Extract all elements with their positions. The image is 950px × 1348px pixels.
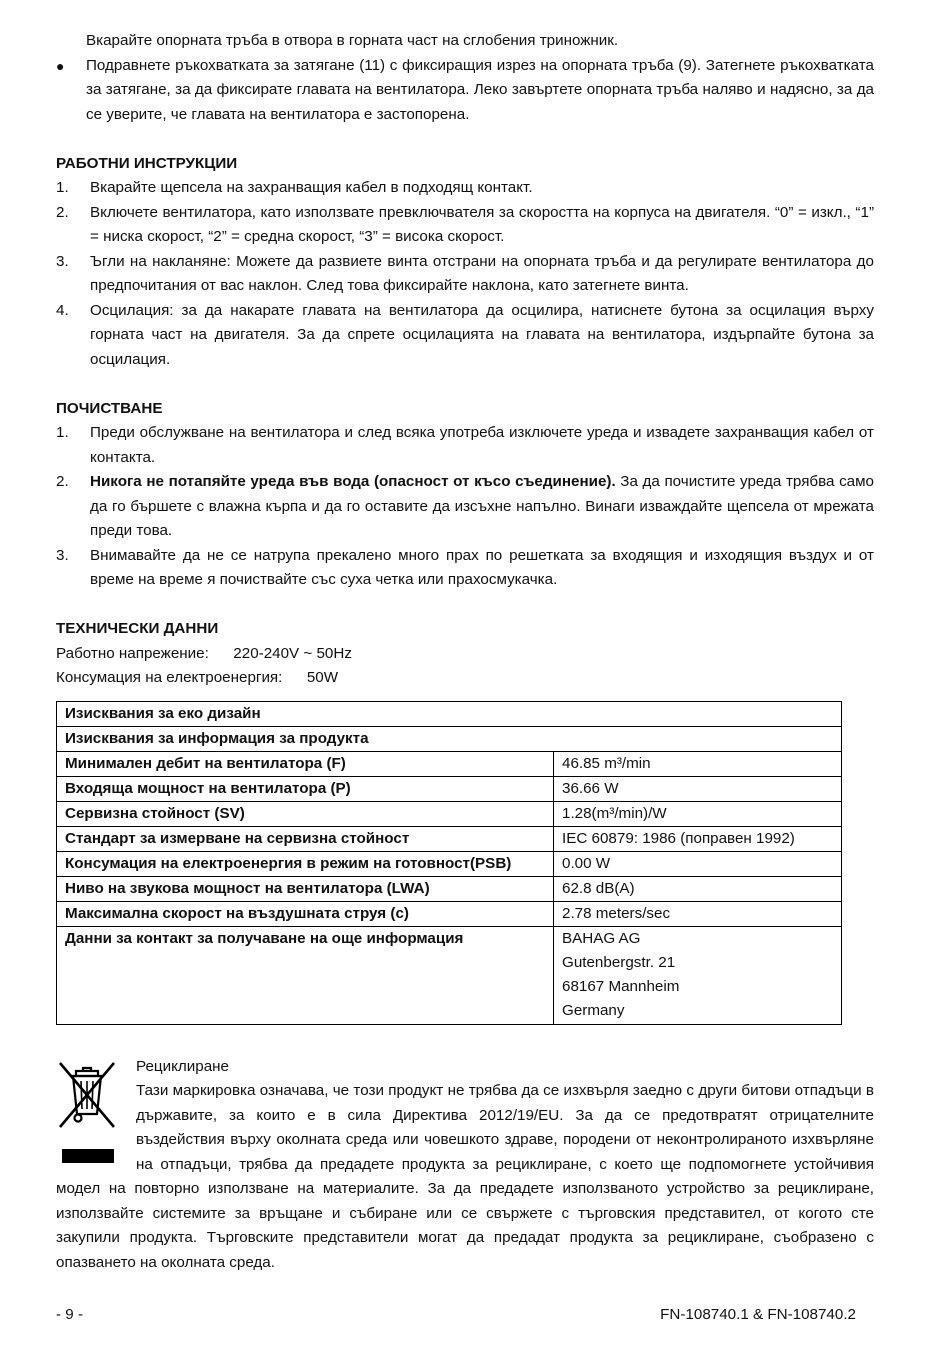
item-number: 3. — [56, 252, 69, 270]
power-label: Консумация на електроенергия: — [56, 669, 283, 686]
table-row — [57, 701, 842, 726]
recycling-text-block — [56, 1055, 874, 1276]
cleaning-item-3 — [56, 544, 874, 593]
item-text: Вкарайте щепсела на захранващия кабел в подходящ контакт. — [90, 179, 533, 196]
item-number: 2. — [56, 203, 69, 221]
table-value: 2.78 meters/sec — [554, 901, 842, 926]
table-key: Минимален дебит на вентилатора (F) — [57, 751, 554, 776]
table-subtitle: Изисквания за информация за продукта — [57, 726, 842, 751]
recycling-body — [56, 1079, 874, 1275]
contact-line: BAHAG AG — [562, 929, 641, 947]
voltage-value: 220-240V ~ 50Hz — [233, 644, 352, 662]
table-row — [57, 901, 842, 926]
item-text: Внимавайте да не се натрупа прекалено много прах по решетката за входящия и изходящия въздух и от време на време я почиствайте със суха четка или прахосмукачка. — [90, 546, 874, 588]
table-row — [57, 776, 842, 801]
table-key: Сервизна стойност (SV) — [57, 801, 554, 826]
table-value: IEC 60879: 1986 (поправен 1992) — [554, 826, 842, 851]
table-key: Консумация на електроенергия в режим на готовност(PSB) — [57, 851, 554, 876]
table-value: 36.66 W — [554, 776, 842, 801]
page-number: - 9 - — [56, 1306, 84, 1323]
recycling-section — [56, 1055, 874, 1276]
item-text: Включете вентилатора, като използвате превключвателя за скоростта на корпуса на двигателя. “0” = изкл., “1” = ниска скорост, “2” = средна скорост, “3” = висока скорост. — [90, 203, 874, 245]
intro-line: Вкарайте опорната тръба в отвора в горната част на сглобения триножник. — [86, 32, 619, 49]
intro-bullet-item — [56, 54, 874, 128]
table-key: Стандарт за измерване на сервизна стойност — [57, 826, 554, 851]
contact-value — [554, 926, 842, 1024]
document-page — [56, 29, 874, 1275]
operating-item-4 — [56, 299, 874, 373]
item-number: 3. — [56, 546, 69, 564]
recycling-heading: Рециклиране — [136, 1057, 229, 1075]
item-number: 1. — [56, 179, 69, 196]
table-row-contact — [57, 926, 842, 1024]
power-value: 50W — [306, 669, 339, 686]
item-text: За да почистите уреда трябва само да го бършете с влажна кърпа и да го оставите да изсъхне напълно. Винаги изваждайте щепсела от мрежата преди това. — [90, 473, 874, 539]
table-key: Данни за контакт за получаване на още информация — [57, 926, 554, 1024]
eco-design-table — [56, 701, 842, 1025]
table-row — [57, 801, 842, 826]
item-number: 2. — [56, 473, 69, 490]
contact-line: Germany — [562, 1001, 625, 1019]
table-value: 62.8 dB(A) — [554, 876, 842, 901]
table-row — [57, 726, 842, 751]
contact-line: Gutenbergstr. 21 — [562, 953, 676, 971]
table-row — [57, 826, 842, 851]
tech-power — [56, 666, 874, 691]
cleaning-item-1 — [56, 421, 874, 470]
cleaning-heading: ПОЧИСТВАНЕ — [56, 399, 163, 417]
tech-voltage — [56, 642, 874, 667]
table-value: 46.85 m³/min — [554, 751, 842, 776]
recycling-text: Тази маркировка означава, че този продукт не трябва да се изхвърля заедно с други битови отпадъци в държавите, за които е в сила Директива 2012/19/EU. За да се предотвратят отрицателните въздействия върху околната среда или човешкото здраве, породени от неконтролираното изхвърляне на отпадъци, трябва да предадете продукта за рециклиране, с което ще подпомогнете устойчивия модел на повторно използване на материалите. За да предадете използваното устройство за рециклиране, използвайте системите за връщане и събиране или се свържете с търговския представител, от когото сте закупили продукта. Търговските представители могат да предадат продукта за рециклиране, съобразено с опазването на околната среда. — [56, 1082, 874, 1271]
item-number: 1. — [56, 424, 69, 441]
item-text: Осцилация: за да накарате главата на вентилатора да осцилира, натиснете бутона за осцилация върху горната част на двигателя. За да спрете осцилацията на главата на вентилатора, издърпайте бутона за осцилация. — [90, 301, 874, 368]
voltage-label: Работно напрежение: — [56, 644, 209, 662]
table-value: 0.00 W — [554, 851, 842, 876]
table-key: Максимална скорост на въздушната струя (c) — [57, 901, 554, 926]
operating-list — [56, 176, 874, 372]
table-title: Изисквания за еко дизайн — [57, 701, 842, 726]
model-number: FN-108740.1 & FN-108740.2 — [660, 1306, 856, 1323]
tech-heading: ТЕХНИЧЕСКИ ДАННИ — [56, 620, 219, 637]
cleaning-list — [56, 421, 874, 593]
item-text: Преди обслужване на вентилатора и след всяка употреба изключете уреда и извадете захранващия кабел от контакта. — [90, 424, 874, 466]
item-number: 4. — [56, 301, 69, 319]
table-row — [57, 876, 842, 901]
contact-line: 68167 Mannheim — [562, 977, 680, 995]
operating-item-3 — [56, 250, 874, 299]
item-text: Ъгли на накланяне: Можете да развиете винта отстрани на опорната тръба и да регулирате вентилатора до предпочитания от вас наклон. След това фиксирайте наклона, като затегнете винта. — [90, 252, 874, 294]
table-value: 1.28(m³/min)/W — [554, 801, 842, 826]
operating-item-1 — [56, 176, 874, 201]
operating-heading: РАБОТНИ ИНСТРУКЦИИ — [56, 154, 238, 172]
bullet-marker: ● — [56, 57, 65, 74]
crossed-out-wheelie-bin-icon — [56, 1057, 118, 1167]
cleaning-item-2 — [56, 470, 874, 544]
table-row — [57, 751, 842, 776]
table-key: Ниво на звукова мощност на вентилатора (LWA) — [57, 876, 554, 901]
item-warning: Никога не потапяйте уреда във вода (опасност от късо съединение). — [90, 473, 616, 490]
table-row — [57, 851, 842, 876]
table-key: Входяща мощност на вентилатора (P) — [57, 776, 554, 801]
intro-bullet-text: Подравнете ръкохватката за затягане (11) с фиксиращия изрез на опорната тръба (9). Затегнете ръкохватката за затягане, за да фиксирате главата на вентилатора. Леко завъртете опорната тръба наляво и надясно, за да се уверите, че главата на вентилатора е застопорена. — [86, 56, 874, 123]
operating-item-2 — [56, 201, 874, 250]
